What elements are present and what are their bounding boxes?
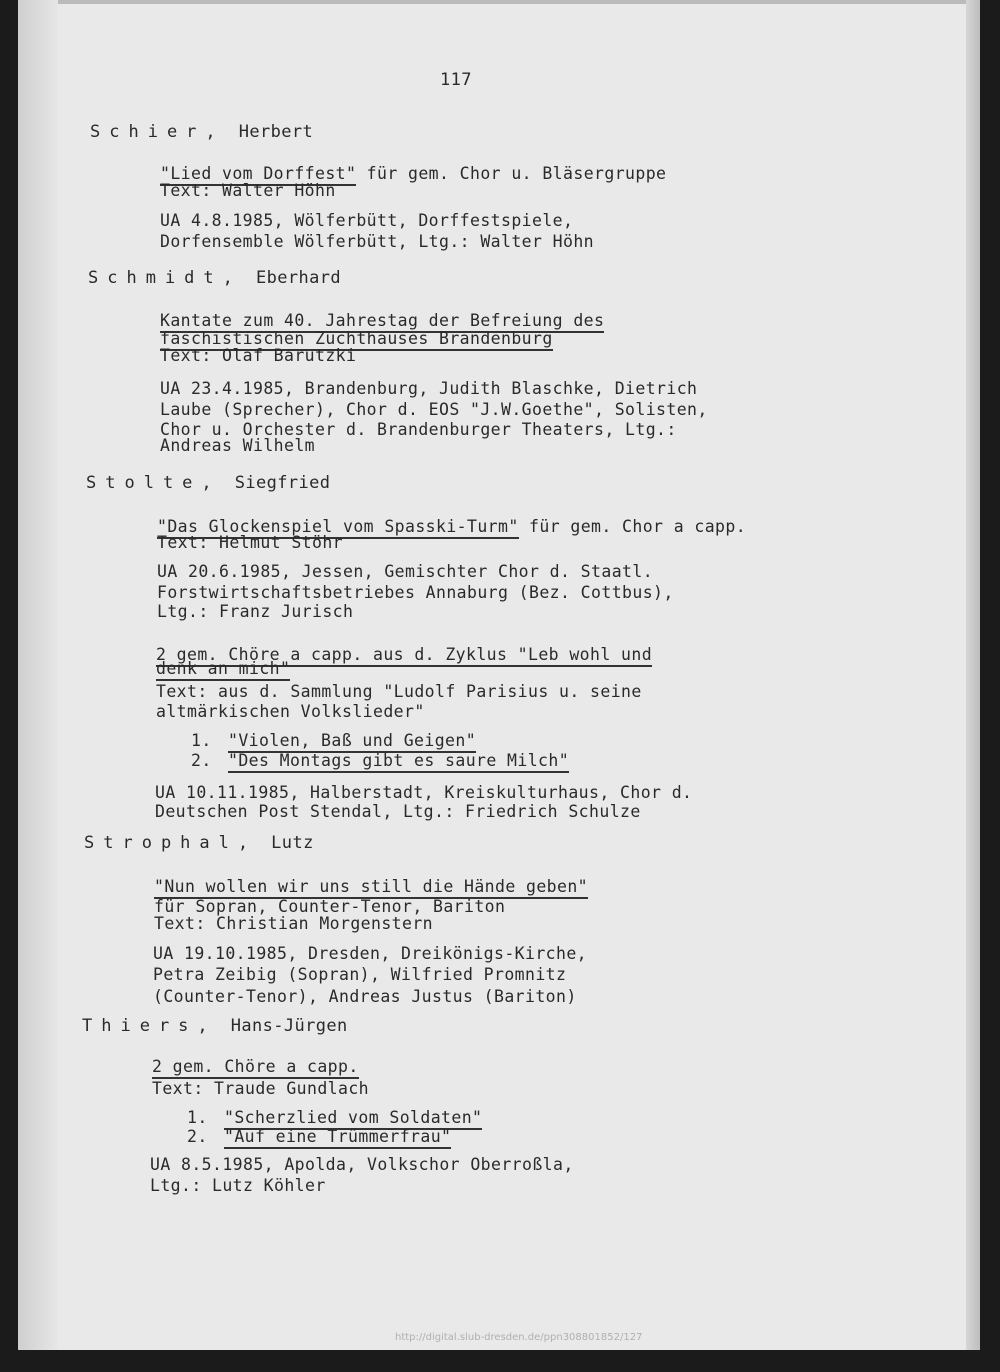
composer-surname: Schmidt xyxy=(88,268,223,288)
composer-given-name: Eberhard xyxy=(255,268,342,288)
composer-separator: , xyxy=(197,1016,209,1036)
premiere-line: UA 4.8.1985, Wölferbütt, Dorffestspiele, xyxy=(160,211,574,230)
composer-given-name: Lutz xyxy=(271,833,314,853)
list-item-title: "Auf eine Trümmerfrau" xyxy=(224,1127,451,1149)
work-title-suffix: für gem. Chor a capp. xyxy=(518,517,747,536)
premiere-line: Laube (Sprecher), Chor d. EOS "J.W.Goethe", Solisten, xyxy=(160,400,708,419)
work-title-suffix: für gem. Chor u. Bläsergruppe xyxy=(356,164,667,183)
work-title-line xyxy=(154,877,588,897)
work-title-extra: für Sopran, Counter-Tenor, Bariton xyxy=(154,897,506,916)
premiere-line: UA 19.10.1985, Dresden, Dreikönigs-Kirche, xyxy=(153,944,588,963)
work-text-credit: altmärkischen Volkslieder" xyxy=(156,702,425,721)
premiere-line: Deutschen Post Stendal, Ltg.: Friedrich Schulze xyxy=(155,802,641,821)
premiere-line: Forstwirtschaftsbetriebes Annaburg (Bez. Cottbus), xyxy=(157,583,674,602)
premiere-line: UA 10.11.1985, Halberstadt, Kreiskulturhaus, Chor d. xyxy=(155,783,693,802)
work-title-line xyxy=(160,311,604,331)
composer-heading xyxy=(90,122,313,142)
work-title-line xyxy=(156,659,290,679)
premiere-line: Andreas Wilhelm xyxy=(160,436,316,455)
list-item-title: "Scherzlied vom Soldaten" xyxy=(224,1108,482,1130)
composer-heading xyxy=(82,1016,348,1036)
composer-surname: Stolte xyxy=(86,473,202,493)
premiere-line: Ltg.: Lutz Köhler xyxy=(150,1176,326,1195)
list-item xyxy=(191,731,476,751)
premiere-line: Ltg.: Franz Jurisch xyxy=(157,602,354,621)
list-item xyxy=(191,751,569,771)
work-text-credit: Text: Traude Gundlach xyxy=(152,1079,370,1098)
composer-given-name: Hans-Jürgen xyxy=(230,1016,348,1036)
work-title: Kantate zum 40. Jahrestag der Befreiung des xyxy=(160,311,604,333)
list-item-title: "Des Montags gibt es saure Milch" xyxy=(228,751,569,773)
composer-surname: Schier xyxy=(90,122,206,142)
list-item-number: 1. xyxy=(191,731,212,750)
work-title-line xyxy=(152,1057,359,1077)
work-title: 2 gem. Chöre a capp. aus d. Zyklus "Leb wohl und xyxy=(156,645,652,667)
premiere-line: (Counter-Tenor), Andreas Justus (Bariton) xyxy=(153,987,577,1006)
work-text-credit: Text: aus d. Sammlung "Ludolf Parisius u. seine xyxy=(156,682,642,701)
composer-given-name: Siegfried xyxy=(234,473,331,493)
page-number: 117 xyxy=(440,70,472,90)
list-item-number: 2. xyxy=(187,1127,208,1146)
work-title: "Das Glockenspiel vom Spasski-Turm" xyxy=(157,517,519,539)
composer-separator: , xyxy=(205,122,217,142)
composer-heading xyxy=(88,268,341,288)
list-item-number: 2. xyxy=(191,751,212,770)
source-url-watermark: http://digital.slub-dresden.de/ppn308801852/127 xyxy=(395,1332,643,1343)
composer-given-name: Herbert xyxy=(238,122,314,142)
premiere-line: UA 20.6.1985, Jessen, Gemischter Chor d. Staatl. xyxy=(157,562,654,581)
premiere-line: UA 23.4.1985, Brandenburg, Judith Blaschke, Dietrich xyxy=(160,379,698,398)
work-title: 2 gem. Chöre a capp. xyxy=(152,1057,359,1079)
premiere-line: UA 8.5.1985, Apolda, Volkschor Oberroßla, xyxy=(150,1155,574,1174)
composer-separator: , xyxy=(201,473,213,493)
list-item xyxy=(187,1127,451,1147)
composer-surname: Thiers xyxy=(82,1016,198,1036)
composer-separator: , xyxy=(222,268,234,288)
premiere-line: Dorfensemble Wölferbütt, Ltg.: Walter Höhn xyxy=(160,232,595,251)
composer-heading xyxy=(84,833,314,853)
work-title: "Lied vom Dorffest" xyxy=(160,164,356,186)
composer-surname: Strophal xyxy=(84,833,238,853)
work-title: faschistischen Zuchthauses Brandenburg xyxy=(160,329,553,351)
work-text-credit: Text: Walter Höhn xyxy=(160,181,336,200)
work-title: "Nun wollen wir uns still die Hände geben" xyxy=(154,877,588,899)
list-item-number: 1. xyxy=(187,1108,208,1127)
list-item-title: "Violen, Baß und Geigen" xyxy=(228,731,476,753)
premiere-line: Chor u. Orchester d. Brandenburger Theaters, Ltg.: xyxy=(160,420,677,439)
premiere-line: Petra Zeibig (Sopran), Wilfried Promnitz xyxy=(153,965,567,984)
work-title: denk an mich" xyxy=(156,659,290,681)
work-text-credit: Text: Helmut Stöhr xyxy=(157,533,344,552)
composer-heading xyxy=(86,473,330,493)
composer-separator: , xyxy=(237,833,249,853)
list-item xyxy=(187,1108,482,1128)
work-text-credit: Text: Christian Morgenstern xyxy=(154,914,434,933)
work-text-credit: Text: Olaf Barutzki xyxy=(160,346,357,365)
